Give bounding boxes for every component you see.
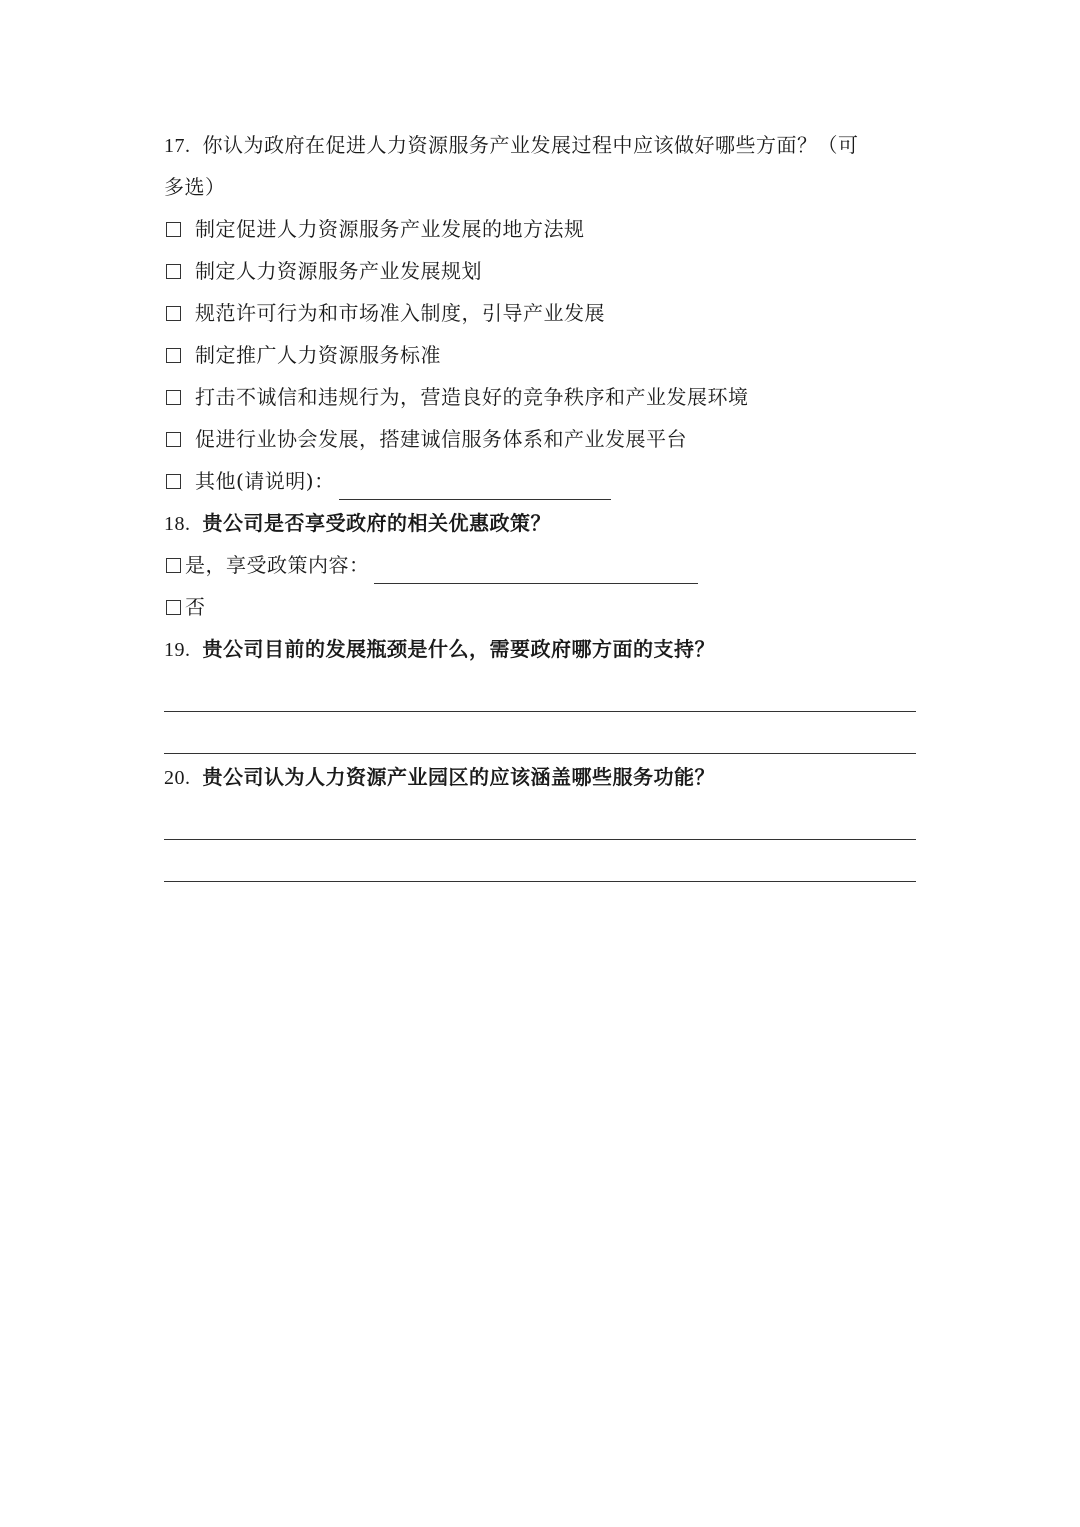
q17-option-2[interactable] [164,250,920,292]
question-19-text: 贵公司目前的发展瓶颈是什么，需要政府哪方面的支持？ [202,637,715,661]
q18-option-no[interactable] [164,586,920,628]
checkbox-icon[interactable] [166,306,181,321]
q17-option-label: 制定人力资源服务产业发展规划 [195,259,482,283]
question-17-number: 17. [164,135,191,157]
q17-other-label: 其他(请说明)： [195,469,335,493]
checkbox-icon[interactable] [166,600,181,615]
checkbox-icon[interactable] [166,348,181,363]
q17-option-label: 制定促进人力资源服务产业发展的地方法规 [195,217,585,241]
q17-other-input-line[interactable] [339,475,611,500]
q19-answer-line-2[interactable] [164,712,916,754]
checkbox-icon[interactable] [166,558,181,573]
checkbox-icon[interactable] [166,264,181,279]
checkbox-icon[interactable] [166,390,181,405]
q17-option-other[interactable] [164,460,920,502]
question-19-number: 19. [164,639,191,661]
q17-option-1[interactable] [164,208,920,250]
question-18-title [164,502,920,544]
q20-answer-line-2[interactable] [164,840,916,882]
question-20-title [164,756,920,798]
q18-no-label: 否 [185,595,206,619]
question-17-text-line2: 多选） [164,175,226,199]
q17-option-label: 制定推广人力资源服务标准 [195,343,441,367]
q18-yes-label: 是，享受政策内容： [185,553,370,577]
checkbox-icon[interactable] [166,432,181,447]
q17-option-label: 规范许可行为和市场准入制度，引导产业发展 [195,301,605,325]
q18-option-yes[interactable] [164,544,920,586]
q17-option-4[interactable] [164,334,920,376]
q18-policy-input-line[interactable] [374,559,698,584]
question-19-title [164,628,920,670]
question-20-text: 贵公司认为人力资源产业园区的应该涵盖哪些服务功能？ [202,765,715,789]
q19-answer-line-1[interactable] [164,670,916,712]
question-17-text-line1: 你认为政府在促进人力资源服务产业发展过程中应该做好哪些方面？（可 [202,133,859,157]
question-18-number: 18. [164,513,191,535]
q17-option-3[interactable] [164,292,920,334]
question-20-number: 20. [164,767,191,789]
question-18-text: 贵公司是否享受政府的相关优惠政策？ [202,511,551,535]
q20-answer-line-1[interactable] [164,798,916,840]
q17-option-5[interactable] [164,376,920,418]
question-17-title [164,124,920,166]
q17-option-label: 打击不诚信和违规行为，营造良好的竞争秩序和产业发展环境 [195,385,749,409]
questionnaire-page [164,124,920,882]
q17-option-6[interactable] [164,418,920,460]
q17-option-label: 促进行业协会发展，搭建诚信服务体系和产业发展平台 [195,427,687,451]
checkbox-icon[interactable] [166,474,181,489]
checkbox-icon[interactable] [166,222,181,237]
